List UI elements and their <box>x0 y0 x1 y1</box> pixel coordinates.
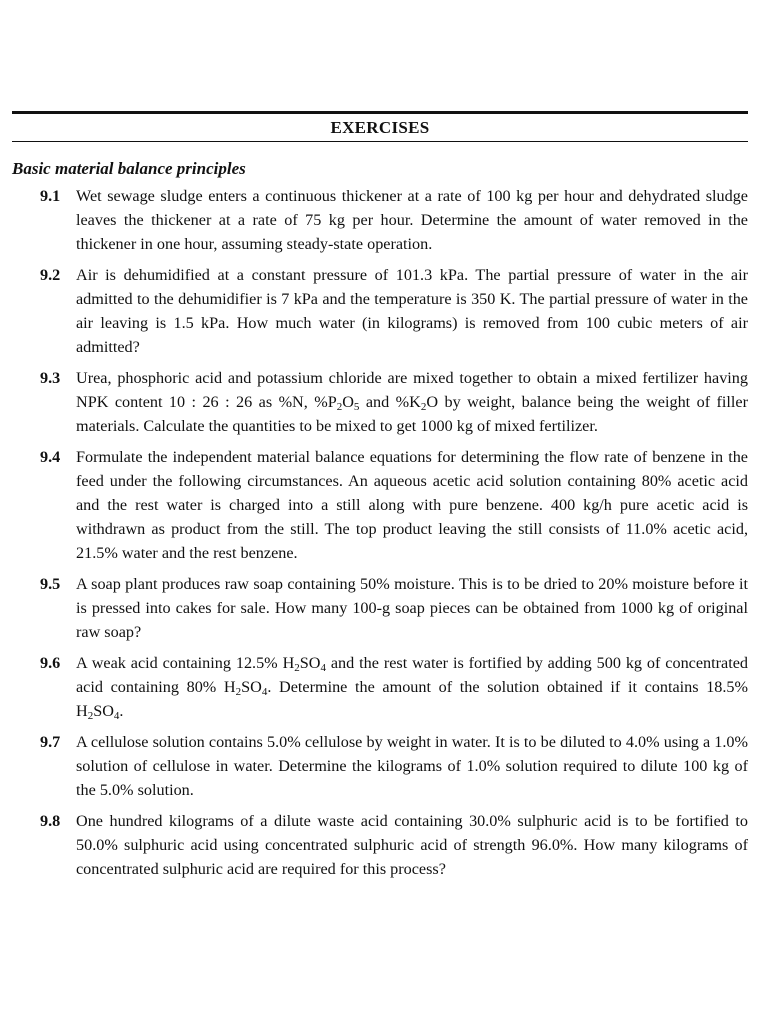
exercise-item <box>0 809 768 881</box>
exercise-number: 9.8 <box>40 812 61 830</box>
exercise-number: 9.6 <box>40 654 61 672</box>
exercise-item <box>0 263 768 359</box>
exercise-item <box>0 184 768 256</box>
exercise-item <box>0 572 768 644</box>
exercise-list <box>0 184 768 888</box>
exercise-number: 9.1 <box>40 187 61 205</box>
page-heading: EXERCISES <box>330 118 430 137</box>
exercise-text: Urea, phosphoric acid and potassium chloride are mixed together to obtain a mixed fertilizer having NPK content 10 : 26 : 26 as %N, $\%P_2O_5$ and $\%K_2O$ by weight, balance being the weight of filler materials. Calculate the quantities to be mixed to get 1000 kg of mixed fertilizer. <box>76 369 748 435</box>
exercise-number: 9.3 <box>40 369 61 387</box>
section-title: Basic material balance principles <box>12 159 246 178</box>
exercise-item <box>0 651 768 723</box>
exercise-text: Formulate the independent material balance equations for determining the flow rate of benzene in the feed under the following circumstances. An aqueous acetic acid solution containing 80% acetic acid and the rest water is charged into a still along with pure benzene. 400 kg/h pure acetic acid is withdrawn as product from the still. The top product leaving the still consists of 11.0% acetic acid, 21.5% water and the rest benzene. <box>76 448 748 562</box>
header-rule-top <box>12 111 748 114</box>
exercise-text: A soap plant produces raw soap containing 50% moisture. This is to be dried to 20% moisture before it is pressed into cakes for sale. How many 100-g soap pieces can be obtained from 1000 kg of original raw soap? <box>76 575 748 641</box>
exercise-item <box>0 445 768 565</box>
exercise-number: 9.4 <box>40 448 61 466</box>
exercise-text: Air is dehumidified at a constant pressure of 101.3 kPa. The partial pressure of water in the air admitted to the dehumidifier is 7 kPa and the temperature is 350 K. The partial pressure of water in the air leaving is 1.5 kPa. How much water (in kilograms) is removed from 100 cubic meters of air admitted? <box>76 266 748 356</box>
exercise-text: Wet sewage sludge enters a continuous thickener at a rate of 100 kg per hour and dehydrated sludge leaves the thickener at a rate of 75 kg per hour. Determine the amount of water removed in the thickener in one hour, assuming steady-state operation. <box>76 187 748 253</box>
exercise-text: A cellulose solution contains 5.0% cellulose by weight in water. It is to be diluted to 4.0% using a 1.0% solution of cellulose in water. Determine the kilograms of 1.0% solution required to dilute 100 kg of the 5.0% solution. <box>76 733 748 799</box>
header-rule-bottom <box>12 141 748 142</box>
exercise-number: 9.2 <box>40 266 61 284</box>
exercise-text: One hundred kilograms of a dilute waste acid containing 30.0% sulphuric acid is to be fortified to 50.0% sulphuric acid using concentrated sulphuric acid of strength 96.0%. How many kilograms of concentrated sulphuric acid are required for this process? <box>76 812 748 878</box>
exercise-item <box>0 730 768 802</box>
exercise-text: A weak acid containing 12.5% $H_2SO_4$ and the rest water is fortified by adding 500 kg of concentrated acid containing 80% $H_2SO_4$. Determine the amount of the solution obtained if it contains 18.5% $H_2SO_4$. <box>76 654 749 722</box>
exercise-number: 9.5 <box>40 575 61 593</box>
exercise-item <box>0 366 768 438</box>
exercise-number: 9.7 <box>40 733 61 751</box>
